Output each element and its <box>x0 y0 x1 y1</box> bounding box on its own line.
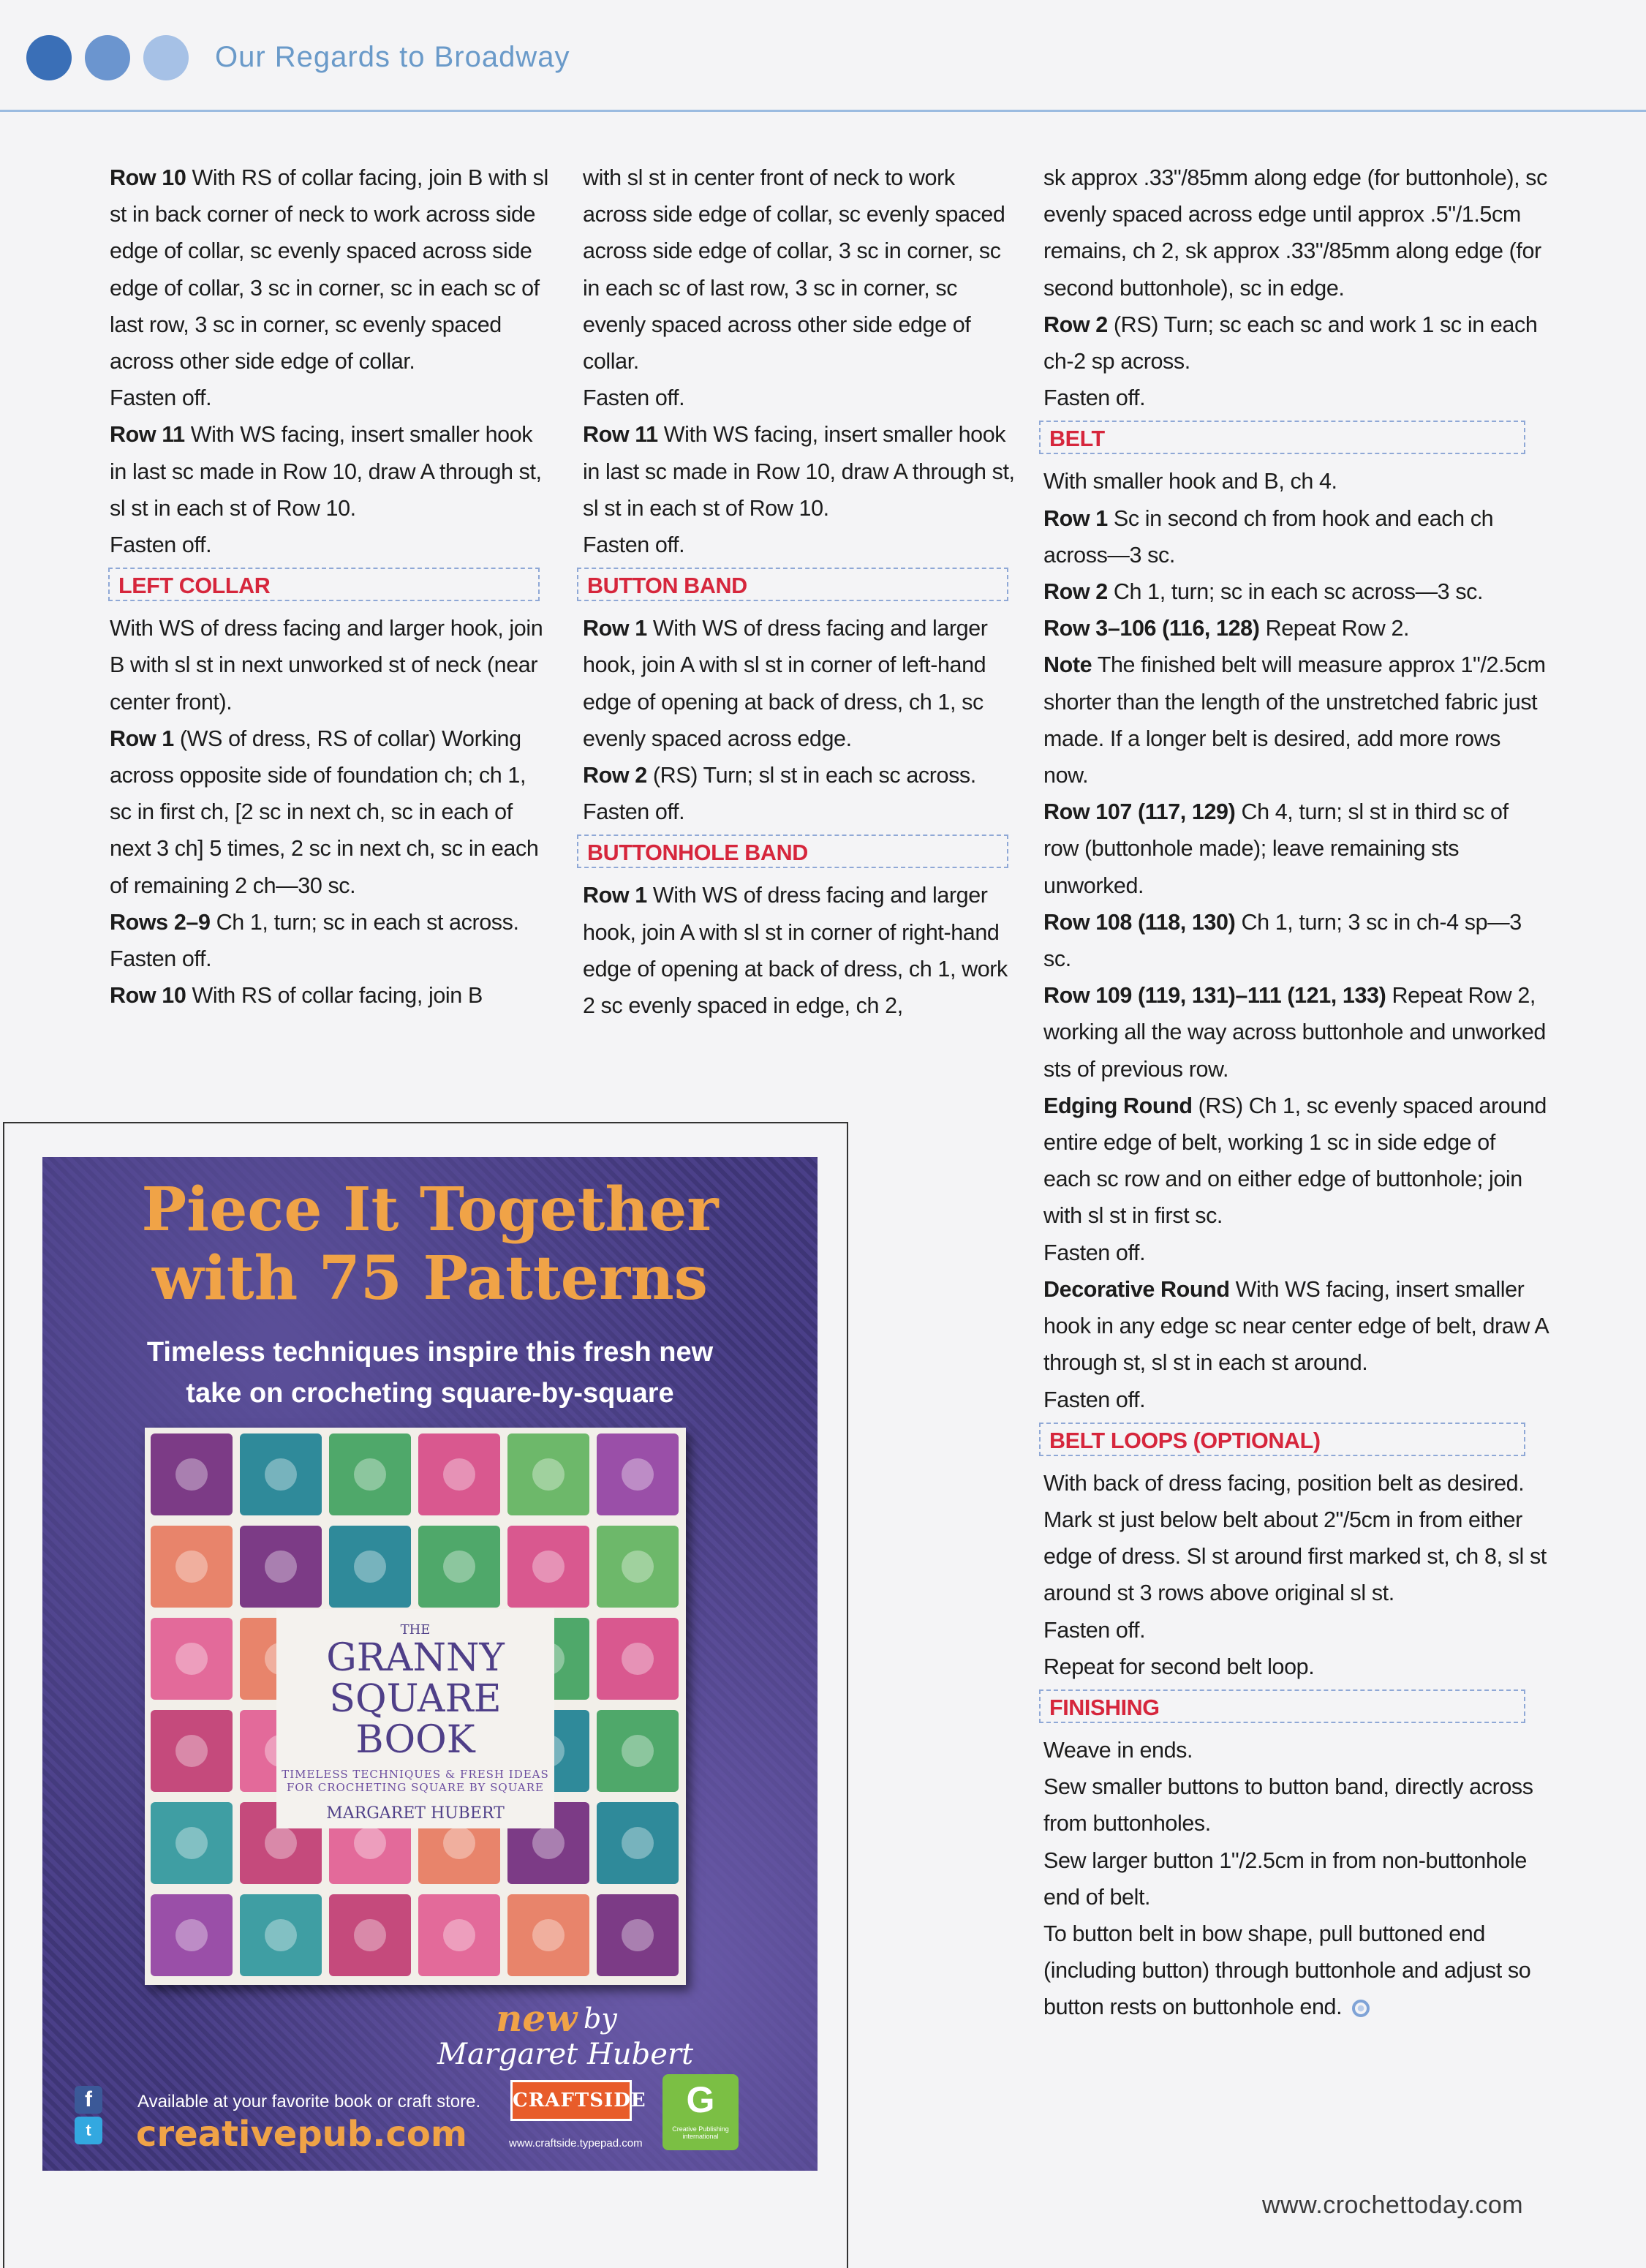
row-label: Rows 2–9 <box>110 909 211 935</box>
row-label: Row 2 <box>1043 312 1108 337</box>
paragraph <box>1043 1915 1548 2026</box>
paragraph: Fasten off. <box>583 799 685 825</box>
paragraph: Fasten off. <box>583 385 685 411</box>
row-label: Row 1 <box>583 883 647 908</box>
row-label: Row 2 <box>1043 579 1108 605</box>
paragraph: Fasten off. <box>583 532 685 558</box>
paragraph <box>110 159 548 380</box>
granny-square <box>329 1433 411 1515</box>
ad-availability: Available at your favorite book or craft store. <box>137 2092 481 2111</box>
publisher-name: Creative Publishing international <box>672 2125 729 2140</box>
paragraph <box>1043 306 1548 380</box>
paragraph: Fasten off. <box>1043 1617 1146 1643</box>
row-text: Repeat Row 2, working all the way across buttonhole and unworked sts of previous row. <box>1043 983 1546 1082</box>
row-label: Row 11 <box>583 422 658 448</box>
row-text: (RS) Turn; sc each sc and work 1 sc in each ch-2 sp across. <box>1043 312 1538 374</box>
paragraph: Fasten off. <box>1043 1240 1146 1265</box>
note-label: Note <box>1043 652 1092 678</box>
row-label: Row 10 <box>110 983 186 1009</box>
granny-square <box>418 1894 500 1976</box>
book-title-the: THE <box>400 1622 431 1638</box>
paragraph <box>110 416 548 527</box>
book-title-3: BOOK <box>355 1718 475 1762</box>
row-text: Ch 1, turn; sc in each st across. <box>210 909 519 935</box>
text-column-2 <box>583 159 1022 1024</box>
granny-square <box>597 1710 679 1792</box>
row-text: Ch 1, turn; 3 sc in ch-4 sp—3 sc. <box>1043 909 1522 972</box>
granny-square <box>240 1526 322 1608</box>
paragraph: Fasten off. <box>1043 385 1146 411</box>
ad-title-line-2: with 75 Patterns <box>152 1243 708 1314</box>
ad-subtitle-line-1: Timeless techniques inspire this fresh new <box>146 1337 714 1368</box>
footer-website-link[interactable]: www.crochettoday.com <box>1262 2191 1524 2219</box>
row-text: With RS of collar facing, join B <box>186 983 483 1009</box>
header-rule <box>0 110 1646 112</box>
paragraph <box>1043 610 1548 647</box>
craftside-logo: CRAFTSIDE <box>510 2080 632 2121</box>
section-heading-belt-loops: BELT LOOPS (OPTIONAL) <box>1039 1423 1525 1456</box>
granny-square <box>151 1526 233 1608</box>
paragraph: Fasten off. <box>110 385 212 411</box>
row-text: Sc in second ch from hook and each ch across—3 sc. <box>1043 505 1494 568</box>
granny-square <box>597 1894 679 1976</box>
row-text: With WS facing, insert smaller hook in last sc made in Row 10, draw A through st, sl st in each st of Row 10. <box>583 422 1015 521</box>
ad-by-label: by <box>584 2003 617 2035</box>
row-label: Edging Round <box>1043 1093 1193 1118</box>
row-text: (RS) Ch 1, sc evenly spaced around entire edge of belt, working 1 sc in side edge of each sc row and on either edge of buttonhole; join with sl st in first sc. <box>1043 1093 1547 1229</box>
page-header <box>0 0 1646 110</box>
paragraph <box>1043 977 1548 1088</box>
advertisement[interactable] <box>42 1157 818 2171</box>
section-heading-buttonhole-band: BUTTONHOLE BAND <box>577 835 1008 868</box>
granny-square <box>151 1894 233 1976</box>
paragraph <box>110 904 548 941</box>
text-column-3 <box>1043 159 1548 2026</box>
ad-new-label: new <box>496 1997 578 2040</box>
book-author: MARGARET HUBERT <box>326 1804 505 1823</box>
granny-square <box>597 1618 679 1700</box>
paragraph <box>583 416 1022 527</box>
paragraph <box>110 977 548 1014</box>
header-dot-1 <box>26 35 72 80</box>
ad-subtitle-line-2: take on crocheting square-by-square <box>186 1378 674 1409</box>
row-text: Ch 4, turn; sl st in third sc of row (buttonhole made); leave remaining sts unworked. <box>1043 799 1509 898</box>
header-dot-2 <box>85 35 130 80</box>
granny-square <box>597 1802 679 1884</box>
granny-square <box>151 1618 233 1700</box>
paragraph: Repeat for second belt loop. <box>1043 1654 1315 1679</box>
paragraph <box>1043 573 1548 610</box>
row-text: Repeat Row 2. <box>1259 616 1410 641</box>
book-cover-label <box>276 1609 554 1828</box>
row-text: (WS of dress, RS of collar) Working across opposite side of foundation ch; ch 1, sc in first ch, [2 sc in next ch, sc in each of next 3 ch] 5 times, 2 sc in next ch, sc in each of remaining 2 ch—30 sc. <box>110 726 539 898</box>
paragraph <box>1043 647 1548 794</box>
twitter-icon[interactable]: t <box>75 2117 102 2144</box>
row-text: With WS of dress facing and larger hook, join A with sl st in corner of right-hand edge of opening at back of dress, ch 1, work 2 sc evenly spaced in edge, ch 2, <box>583 883 1008 1019</box>
paragraph <box>583 610 1022 757</box>
paragraph: Fasten off. <box>1043 1387 1146 1412</box>
paragraph: With WS of dress facing and larger hook, join B with sl st in next unworked st of neck (near center front). <box>110 616 543 715</box>
row-label: Row 109 (119, 131)–111 (121, 133) <box>1043 983 1386 1009</box>
book-cover <box>145 1428 686 1985</box>
granny-square <box>418 1433 500 1515</box>
paragraph: With smaller hook and B, ch 4. <box>1043 469 1337 494</box>
paragraph: Fasten off. <box>110 946 212 972</box>
paragraph <box>583 877 1022 1024</box>
book-title-1: GRANNY <box>326 1636 505 1680</box>
row-label: Row 3–106 (116, 128) <box>1043 616 1260 641</box>
row-label: Row 2 <box>583 763 647 788</box>
granny-square <box>507 1894 589 1976</box>
row-text: To button belt in bow shape, pull buttoned end (including button) through buttonhole and adjust so button rests on buttonhole end. <box>1043 1921 1531 2020</box>
paragraph: Sew larger button 1"/2.5cm in from non-buttonhole end of belt. <box>1043 1847 1527 1910</box>
row-text: With WS facing, insert smaller hook in last sc made in Row 10, draw A through st, sl st in each st of Row 10. <box>110 422 542 521</box>
facebook-icon[interactable]: f <box>75 2086 102 2114</box>
craftside-link[interactable]: www.craftside.typepad.com <box>509 2137 643 2150</box>
granny-square <box>240 1433 322 1515</box>
section-heading-left-collar: LEFT COLLAR <box>108 568 540 601</box>
publisher-logo <box>662 2074 739 2150</box>
paragraph <box>110 720 548 904</box>
ad-author: Margaret Hubert <box>437 2038 694 2071</box>
granny-square <box>151 1433 233 1515</box>
paragraph <box>583 757 1022 794</box>
row-text: With RS of collar facing, join B with sl st in back corner of neck to work across side edge of collar, sc evenly spaced across side edge of collar, 3 sc in corner, sc in each sc of last row, 3 sc in corner, sc evenly spaced across other side edge of collar. <box>110 165 548 374</box>
row-label: Row 1 <box>110 726 174 751</box>
granny-square <box>329 1526 411 1608</box>
granny-square <box>597 1526 679 1608</box>
section-heading-belt: BELT <box>1039 421 1525 454</box>
publisher-logo-icon: G <box>686 2079 715 2120</box>
granny-square <box>597 1433 679 1515</box>
paragraph: With back of dress facing, position belt as desired. Mark st just below belt about 2"/5cm in from either edge of dress. Sl st around first marked st, ch 8, sl st around st 3 rows above original sl st. <box>1043 1470 1547 1606</box>
paragraph: Weave in ends. <box>1043 1737 1193 1763</box>
end-of-article-icon <box>1352 2000 1370 2017</box>
row-label: Row 10 <box>110 165 186 190</box>
paragraph <box>1043 794 1548 904</box>
row-label: Row 1 <box>583 616 647 641</box>
row-label: Row 11 <box>110 422 185 448</box>
granny-square <box>507 1526 589 1608</box>
paragraph: Sew smaller buttons to button band, directly across from buttonholes. <box>1043 1774 1533 1836</box>
paragraph: with sl st in center front of neck to work across side edge of collar, sc evenly spaced across side edge of collar, 3 sc in corner, sc in each sc of last row, 3 sc in corner, sc evenly spaced across other side edge of collar. <box>583 165 1005 374</box>
paragraph <box>1043 500 1548 573</box>
granny-square <box>329 1894 411 1976</box>
text-column-1 <box>110 159 548 1014</box>
row-label: Row 1 <box>1043 505 1108 531</box>
paragraph <box>1043 904 1548 977</box>
note-text: The finished belt will measure approx 1"/2.5cm shorter than the length of the unstretched fabric just made. If a longer belt is desired, add more rows now. <box>1043 652 1546 788</box>
section-heading-button-band: BUTTON BAND <box>577 568 1008 601</box>
granny-square <box>151 1802 233 1884</box>
row-text: (RS) Turn; sl st in each sc across. <box>646 763 976 788</box>
book-tagline: TIMELESS TECHNIQUES & FRESH IDEAS FOR CROCHETING SQUARE BY SQUARE <box>282 1768 549 1794</box>
header-dot-3 <box>143 35 189 80</box>
paragraph: sk approx .33"/85mm along edge (for buttonhole), sc evenly spaced across edge until approx .5"/1.5cm remains, ch 2, sk approx .33"/85mm along edge (for second buttonhole), sc in edge. <box>1043 165 1547 301</box>
section-title: Our Regards to Broadway <box>215 41 570 73</box>
row-label: Row 107 (117, 129) <box>1043 799 1236 825</box>
book-title-2: SQUARE <box>329 1677 502 1721</box>
section-heading-finishing: FINISHING <box>1039 1689 1525 1723</box>
row-label: Decorative Round <box>1043 1276 1230 1302</box>
ad-website-link[interactable]: creativepub.com <box>136 2114 467 2155</box>
row-text: With WS facing, insert smaller hook in any edge sc near center edge of belt, draw A through st, sl st in each st around. <box>1043 1276 1548 1376</box>
row-label: Row 108 (118, 130) <box>1043 909 1236 935</box>
paragraph <box>1043 1271 1548 1382</box>
paragraph <box>1043 1088 1548 1235</box>
row-text: With WS of dress facing and larger hook, join A with sl st in corner of left-hand edge of opening at back of dress, ch 1, sc evenly spaced across edge. <box>583 616 988 751</box>
ad-title-line-1: Piece It Together <box>141 1175 719 1245</box>
paragraph: Fasten off. <box>110 532 212 558</box>
row-text: Ch 1, turn; sc in each sc across—3 sc. <box>1107 579 1484 605</box>
granny-square <box>151 1710 233 1792</box>
granny-square <box>507 1433 589 1515</box>
granny-square <box>418 1526 500 1608</box>
granny-square <box>240 1894 322 1976</box>
